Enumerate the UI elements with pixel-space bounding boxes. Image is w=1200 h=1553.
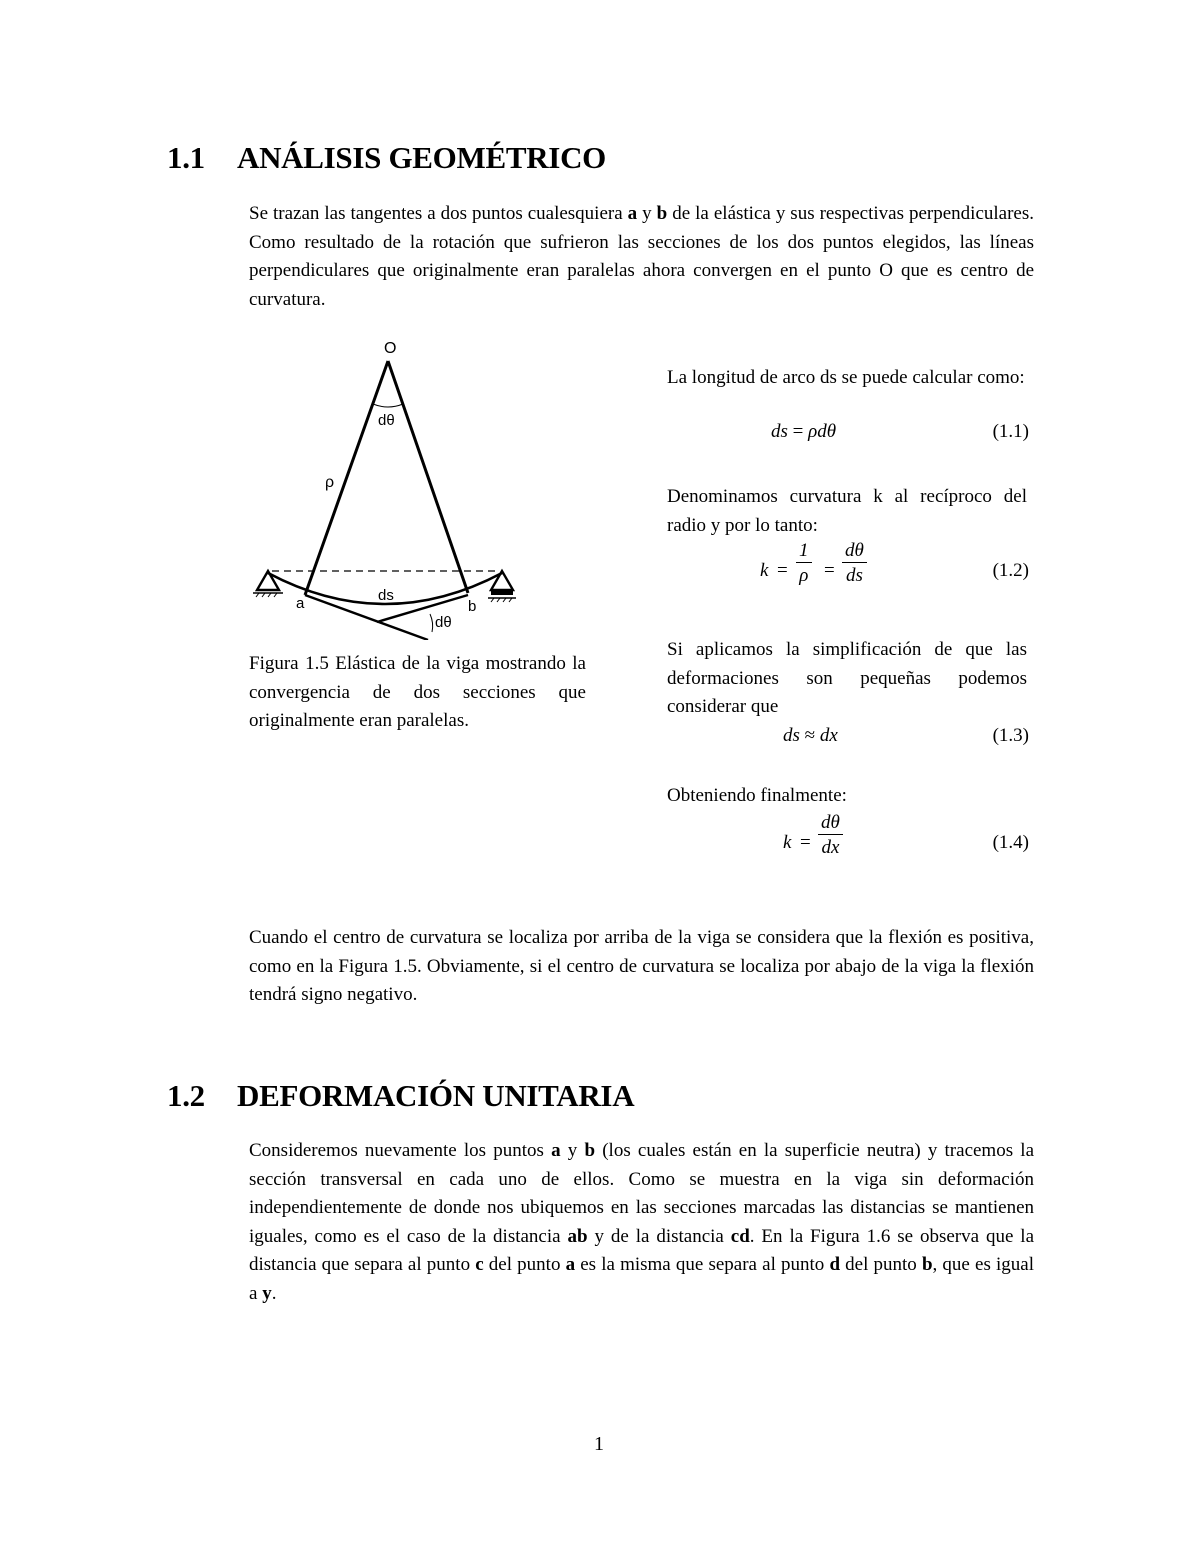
closing-paragraph: Cuando el centro de curvatura se localiza por arriba de la viga se considera que la flexión es positiva, como en la Figura 1.5. Obviamente, si el centro de curvatura se localiza por abajo de la viga la flexión tendrá signo negativo. <box>249 927 1034 1006</box>
figure-caption: Figura 1.5 Elástica de la viga mostrando la convergencia de dos secciones que originalmente eran paralelas. <box>249 653 586 732</box>
section-1-title: ANÁLISIS GEOMÉTRICO <box>237 140 606 175</box>
equation-1-4: k = $\frac{d\theta}{dx}$ (1.4) <box>783 812 1029 858</box>
right-support-icon <box>488 571 516 602</box>
equation-1-1: ds = ρdθ (1.1) <box>771 421 1029 442</box>
section-2-number: 1.2 <box>167 1078 205 1113</box>
label-rho: ρ <box>325 474 335 491</box>
label-dtheta-bottom: dθ <box>435 614 452 631</box>
section-1-number: 1.1 <box>167 140 205 175</box>
label-ds: ds <box>378 587 394 604</box>
label-a: a <box>296 595 305 612</box>
intro-paragraph: Se trazan las tangentes a dos puntos cualesquiera a y b de la elástica y sus respectivas perpendiculares. Como resultado de la rotación que sufrieron las secciones de los dos puntos elegidos, las líneas perpendiculares que originalmente eran paralelas ahora convergen en el punto O que es centro de curvatura. <box>249 203 1035 310</box>
simplification-text: Si aplicamos la simplificación de que las deformaciones son pequeñas podemos considerar que <box>667 639 1027 718</box>
point-a: a <box>627 203 638 224</box>
angle-arc-bottom <box>430 614 433 632</box>
label-dtheta-top: dθ <box>378 412 395 429</box>
section-2-title: DEFORMACIÓN UNITARIA <box>237 1078 635 1113</box>
point-b: b <box>656 203 668 224</box>
equation-number: (1.4) <box>992 832 1029 853</box>
equation-1-2: k = $\frac{1}{\rho}$ = $\frac{d\theta}{ds}$ (1.2) <box>760 540 1029 586</box>
label-O: O <box>384 340 397 357</box>
curvature-text: Denominamos curvatura k al recíproco del radio y por lo tanto: <box>667 486 1027 536</box>
section-2-paragraph: Consideremos nuevamente los puntos a y b (los cuales están en la superficie neutra) y tracemos la sección transversal en cada uno de ellos. Como se muestra en la viga sin deformación independientemente de donde nos ubiquemos en las secciones marcadas las distancias se mantienen iguales, como es el caso de la distancia ab y de la distancia cd. En la Figura 1.6 se observa que la distancia que separa al punto c del punto a es la misma que separa al punto d del punto b, que es igual a y. <box>249 1140 1034 1304</box>
radius-left <box>305 361 388 595</box>
equation-number: (1.2) <box>992 560 1029 581</box>
label-b: b <box>468 598 477 615</box>
equation-number: (1.1) <box>992 421 1029 442</box>
angle-arc-top <box>373 404 403 407</box>
left-support-icon <box>253 571 283 597</box>
equation-number: (1.3) <box>992 725 1029 746</box>
equation-1-3: ds ≈ dx (1.3) <box>783 725 1029 746</box>
figure-elastic-beam <box>245 330 535 640</box>
arc-length-text: La longitud de arco ds se puede calcular como: <box>667 367 1025 388</box>
finally-text: Obteniendo finalmente: <box>667 785 847 806</box>
section-2-heading <box>167 1078 634 1114</box>
radius-right <box>388 361 468 593</box>
page-number: 1 <box>594 1433 604 1455</box>
section-1-heading <box>167 140 606 176</box>
